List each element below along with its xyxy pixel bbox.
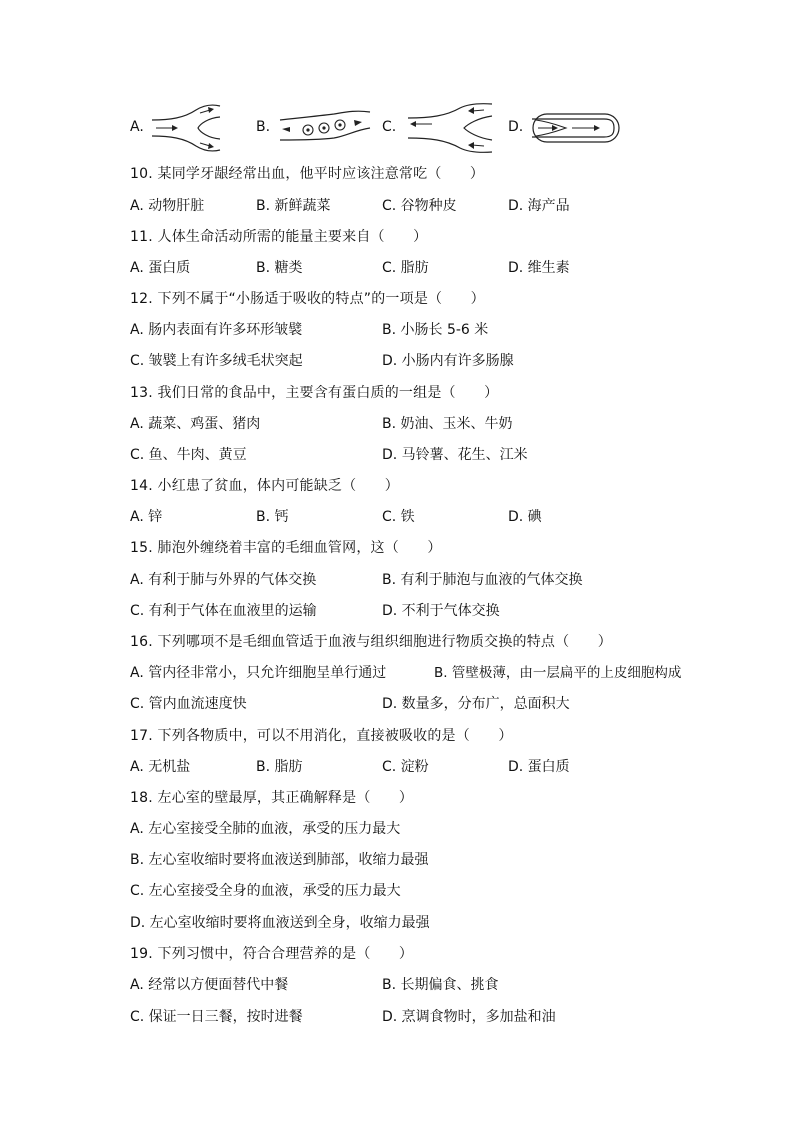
question-16-stem: 16. 下列哪项不是毛细血管适于血液与组织细胞进行物质交换的特点（ ） (130, 634, 612, 650)
question-14-option-a[interactable]: A. 锌 (130, 509, 163, 525)
question-10-stem: 10. 某同学牙龈经常出血，他平时应该注意常吃（ ） (130, 166, 485, 182)
question-15-option-a[interactable]: A. 有利于肺与外界的气体交换 (130, 572, 317, 588)
figure-options-row (130, 100, 650, 156)
figure-label-a: A. (130, 119, 144, 135)
question-13-option-d[interactable]: D. 马铃薯、花生、江米 (382, 447, 528, 463)
question-13-option-a[interactable]: A. 蔬菜、鸡蛋、猪肉 (130, 416, 261, 432)
question-11-stem: 11. 人体生命活动所需的能量主要来自（ ） (130, 229, 428, 245)
question-18-option-a[interactable]: A. 左心室接受全肺的血液，承受的压力最大 (130, 821, 401, 837)
question-11-option-b[interactable]: B. 糖类 (256, 260, 303, 276)
question-15-stem: 15. 肺泡外缠绕着丰富的毛细血管网，这（ ） (130, 540, 442, 556)
question-19-option-a[interactable]: A. 经常以方便面替代中餐 (130, 977, 289, 993)
figure-label-b: B. (256, 119, 271, 135)
question-14-option-b[interactable]: B. 钙 (256, 509, 289, 525)
question-15-option-c[interactable]: C. 有利于气体在血液里的运输 (130, 603, 317, 619)
question-19-option-c[interactable]: C. 保证一日三餐，按时进餐 (130, 1009, 303, 1025)
question-19-stem: 19. 下列习惯中，符合合理营养的是（ ） (130, 946, 414, 962)
figure-label-c: C. (382, 119, 397, 135)
question-12-option-b[interactable]: B. 小肠长 5-6 米 (382, 322, 489, 338)
question-18-stem: 18. 左心室的壁最厚，其正确解释是（ ） (130, 790, 414, 806)
question-16-option-d[interactable]: D. 数量多，分布广，总面积大 (382, 696, 570, 712)
question-11-option-c[interactable]: C. 脂肪 (382, 260, 429, 276)
question-18-option-c[interactable]: C. 左心室接受全身的血液，承受的压力最大 (130, 883, 401, 899)
question-12-stem: 12. 下列不属于“小肠适于吸收的特点”的一项是（ ） (130, 291, 485, 307)
question-12-option-a[interactable]: A. 肠内表面有许多环形皱襞 (130, 322, 303, 338)
question-16-option-b[interactable]: B. 管壁极薄，由一层扁平的上皮细胞构成 (434, 665, 682, 681)
question-17-stem: 17. 下列各物质中，可以不用消化，直接被吸收的是（ ） (130, 728, 513, 744)
question-15-option-b[interactable]: B. 有利于肺泡与血液的气体交换 (382, 572, 583, 588)
question-10-option-d[interactable]: D. 海产品 (508, 198, 570, 214)
question-10-option-a[interactable]: A. 动物肝脏 (130, 198, 205, 214)
question-12-option-c[interactable]: C. 皱襞上有许多绒毛状突起 (130, 353, 303, 369)
vessel-single-file-cells-icon (278, 100, 378, 156)
question-13-option-c[interactable]: C. 鱼、牛肉、黄豆 (130, 447, 247, 463)
question-17-option-d[interactable]: D. 蛋白质 (508, 759, 570, 775)
vessel-narrowing-arrows-icon (530, 100, 624, 156)
question-12-option-d[interactable]: D. 小肠内有许多肠腺 (382, 353, 514, 369)
question-15-option-d[interactable]: D. 不利于气体交换 (382, 603, 500, 619)
question-18-option-d[interactable]: D. 左心室收缩时要将血液送到全身，收缩力最强 (130, 915, 430, 931)
vessel-branching-arrows-out-icon (406, 100, 496, 156)
question-14-stem: 14. 小红患了贫血，体内可能缺乏（ ） (130, 478, 399, 494)
question-13-option-b[interactable]: B. 奶油、玉米、牛奶 (382, 416, 513, 432)
question-11-option-d[interactable]: D. 维生素 (508, 260, 570, 276)
question-19-option-d[interactable]: D. 烹调食物时，多加盐和油 (382, 1009, 556, 1025)
question-14-option-d[interactable]: D. 碘 (508, 509, 542, 525)
question-17-option-b[interactable]: B. 脂肪 (256, 759, 303, 775)
question-19-option-b[interactable]: B. 长期偏食、挑食 (382, 977, 499, 993)
question-11-option-a[interactable]: A. 蛋白质 (130, 260, 191, 276)
question-17-option-a[interactable]: A. 无机盐 (130, 759, 191, 775)
question-17-option-c[interactable]: C. 淀粉 (382, 759, 429, 775)
question-10-option-b[interactable]: B. 新鲜蔬菜 (256, 198, 331, 214)
vessel-branching-arrows-in-icon (150, 100, 230, 156)
figure-label-d: D. (508, 119, 524, 135)
question-16-option-c[interactable]: C. 管内血流速度快 (130, 696, 247, 712)
question-13-stem: 13. 我们日常的食品中，主要含有蛋白质的一组是（ ） (130, 385, 499, 401)
question-16-option-a[interactable]: A. 管内径非常小，只允许细胞呈单行通过 (130, 665, 387, 681)
question-14-option-c[interactable]: C. 铁 (382, 509, 415, 525)
question-18-option-b[interactable]: B. 左心室收缩时要将血液送到肺部，收缩力最强 (130, 852, 429, 868)
question-10-option-c[interactable]: C. 谷物种皮 (382, 198, 457, 214)
